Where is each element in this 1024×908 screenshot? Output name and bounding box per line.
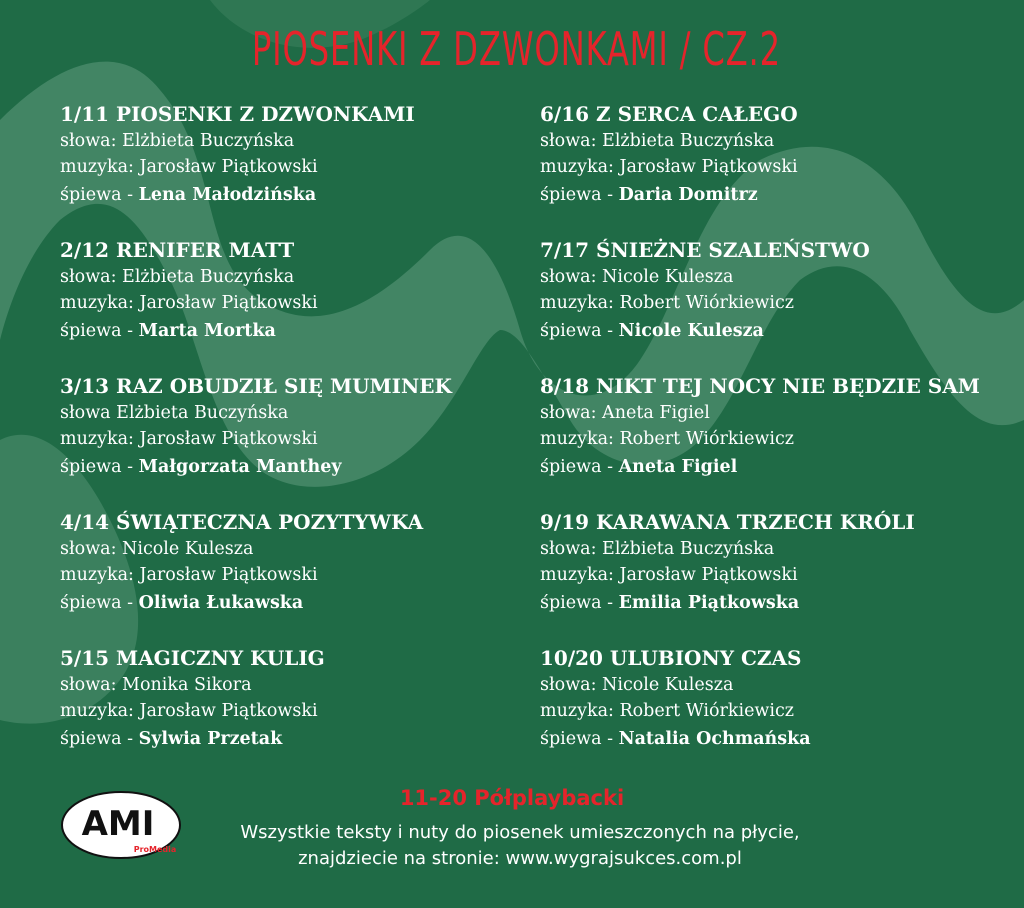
singer-name: Sylwia Przetak bbox=[138, 729, 283, 749]
track-singer-line bbox=[540, 180, 980, 210]
footer-note bbox=[180, 820, 860, 872]
logo-sub: ProMedia bbox=[133, 845, 177, 854]
track-title: 7/17 ŚNIEŻNE SZALEŃSTWO bbox=[540, 238, 870, 262]
sings-label: śpiewa - bbox=[540, 185, 619, 205]
track-words: słowa: Nicole Kulesza bbox=[540, 675, 734, 695]
sings-label: śpiewa - bbox=[60, 457, 139, 477]
track-item bbox=[540, 372, 980, 508]
track-singer-line bbox=[540, 316, 980, 346]
singer-name: Nicole Kulesza bbox=[618, 321, 764, 341]
singer-name: Lena Małodzińska bbox=[138, 185, 317, 205]
track-music: muzyka: Robert Wiórkiewicz bbox=[540, 293, 795, 313]
singer-name: Aneta Figiel bbox=[618, 457, 738, 477]
track-music: muzyka: Jarosław Piątkowski bbox=[540, 565, 798, 585]
track-music: muzyka: Jarosław Piątkowski bbox=[60, 429, 318, 449]
track-title: 10/20 ULUBIONY CZAS bbox=[540, 646, 802, 670]
track-item bbox=[60, 508, 452, 644]
track-item bbox=[540, 508, 980, 644]
track-singer-line bbox=[60, 588, 452, 618]
tracklist-left bbox=[60, 100, 452, 780]
track-item bbox=[540, 236, 980, 372]
sings-label: śpiewa - bbox=[540, 593, 619, 613]
sings-label: śpiewa - bbox=[540, 729, 619, 749]
track-words: słowa: Nicole Kulesza bbox=[60, 539, 254, 559]
track-item bbox=[60, 236, 452, 372]
footer-note-line1: Wszystkie teksty i nuty do piosenek umieszczonych na płycie, bbox=[240, 822, 800, 843]
singer-name: Natalia Ochmańska bbox=[618, 729, 811, 749]
track-music: muzyka: Robert Wiórkiewicz bbox=[540, 429, 795, 449]
track-music: muzyka: Robert Wiórkiewicz bbox=[540, 701, 795, 721]
logo-mark: AMI bbox=[81, 804, 155, 844]
footer-note-line2: znajdziecie na stronie: www.wygrajsukces.com.pl bbox=[298, 848, 742, 869]
sings-label: śpiewa - bbox=[60, 593, 139, 613]
track-item bbox=[60, 372, 452, 508]
track-title: 8/18 NIKT TEJ NOCY NIE BĘDZIE SAM bbox=[540, 374, 980, 398]
sings-label: śpiewa - bbox=[540, 321, 619, 341]
sings-label: śpiewa - bbox=[60, 729, 139, 749]
track-words: słowa: Nicole Kulesza bbox=[540, 267, 734, 287]
track-words: słowa: Elżbieta Buczyńska bbox=[540, 539, 775, 559]
singer-name: Emilia Piątkowska bbox=[618, 593, 800, 613]
track-item bbox=[60, 644, 452, 780]
track-music: muzyka: Jarosław Piątkowski bbox=[60, 565, 318, 585]
track-singer-line bbox=[60, 180, 452, 210]
track-music: muzyka: Jarosław Piątkowski bbox=[60, 157, 318, 177]
track-words: słowa: Aneta Figiel bbox=[540, 403, 710, 423]
track-words: słowa: Elżbieta Buczyńska bbox=[60, 131, 295, 151]
track-words: słowa: Elżbieta Buczyńska bbox=[540, 131, 775, 151]
sings-label: śpiewa - bbox=[60, 321, 139, 341]
track-words: słowa: Elżbieta Buczyńska bbox=[60, 267, 295, 287]
track-singer-line bbox=[60, 316, 452, 346]
track-title: 4/14 ŚWIĄTECZNA POZYTYWKA bbox=[60, 510, 424, 534]
track-title: 9/19 KARAWANA TRZECH KRÓLI bbox=[540, 510, 915, 534]
track-title: 2/12 RENIFER MATT bbox=[60, 238, 295, 262]
track-singer-line bbox=[540, 724, 980, 754]
track-singer-line bbox=[60, 724, 452, 754]
track-item bbox=[60, 100, 452, 236]
track-music: muzyka: Jarosław Piątkowski bbox=[60, 701, 318, 721]
track-words: słowa: Monika Sikora bbox=[60, 675, 252, 695]
singer-name: Małgorzata Manthey bbox=[138, 457, 342, 477]
album-title: PIOSENKI Z DZWONKAMI / CZ.2 bbox=[251, 22, 781, 76]
track-title: 1/11 PIOSENKI Z DZWONKAMI bbox=[60, 102, 415, 126]
sings-label: śpiewa - bbox=[60, 185, 139, 205]
track-item bbox=[540, 644, 980, 780]
track-words: słowa Elżbieta Buczyńska bbox=[60, 403, 289, 423]
track-title: 6/16 Z SERCA CAŁEGO bbox=[540, 102, 798, 126]
track-singer-line bbox=[540, 452, 980, 482]
track-music: muzyka: Jarosław Piątkowski bbox=[540, 157, 798, 177]
track-singer-line bbox=[60, 452, 452, 482]
track-title: 3/13 RAZ OBUDZIŁ SIĘ MUMINEK bbox=[60, 374, 452, 398]
sings-label: śpiewa - bbox=[540, 457, 619, 477]
singer-name: Marta Mortka bbox=[138, 321, 276, 341]
singer-name: Oliwia Łukawska bbox=[138, 593, 304, 613]
track-music: muzyka: Jarosław Piątkowski bbox=[60, 293, 318, 313]
track-title: 5/15 MAGICZNY KULIG bbox=[60, 646, 325, 670]
half-playback-label: 11-20 Półplaybacki bbox=[399, 786, 625, 810]
singer-name: Daria Domitrz bbox=[618, 185, 758, 205]
track-singer-line bbox=[540, 588, 980, 618]
tracklist-right bbox=[540, 100, 980, 780]
track-item bbox=[540, 100, 980, 236]
